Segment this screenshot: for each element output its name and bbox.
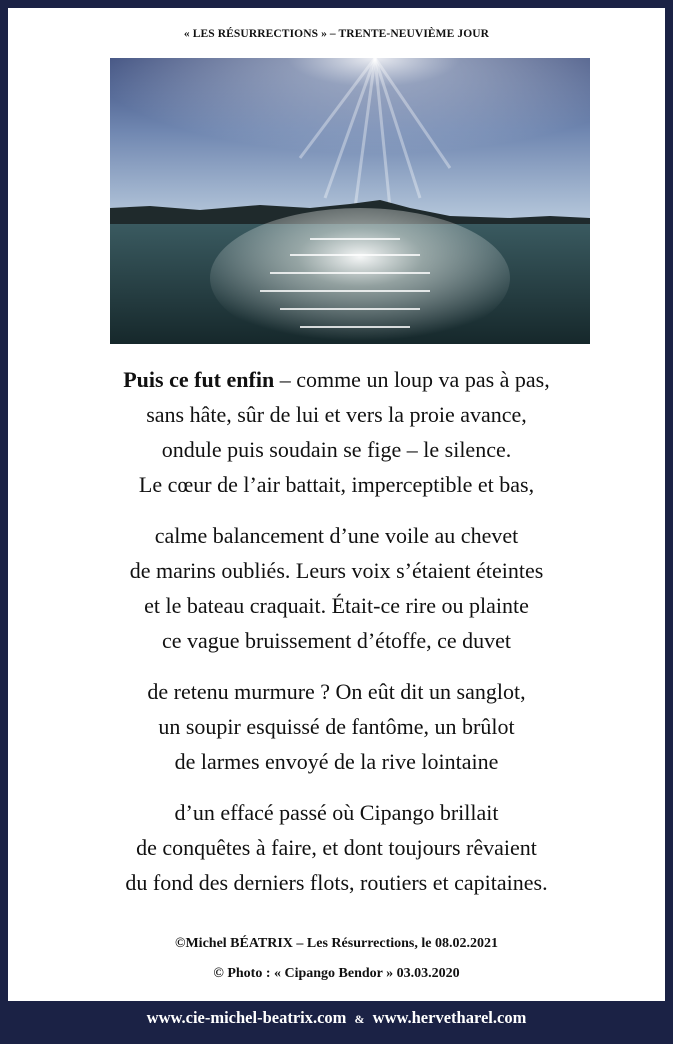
footer-ampersand: &	[354, 1012, 365, 1026]
poem-line: et le bateau craquait. Était-ce rire ou plainte	[144, 593, 529, 618]
poem-line: de conquêtes à faire, et dont toujours rêvaient	[136, 835, 537, 860]
poem-line: du fond des derniers flots, routiers et capitaines.	[125, 870, 548, 895]
poem-line: Le cœur de l’air battait, imperceptible et bas,	[138, 472, 535, 497]
poem-line: d’un effacé passé où Cipango brillait	[174, 800, 499, 825]
poem-line: ondule puis soudain se fige – le silence.	[161, 437, 512, 462]
footer-link-cie-michel-beatrix[interactable]: www.cie-michel-beatrix.com	[146, 1008, 347, 1027]
stanza-2	[8, 518, 665, 658]
poem-line: de larmes envoyé de la rive lointaine	[174, 749, 499, 774]
poem-lead: Puis ce fut enfin	[123, 367, 275, 392]
sea-sun-photo-icon	[110, 58, 590, 344]
stanza-4	[8, 795, 665, 900]
footer-links	[0, 1008, 673, 1028]
poem-line	[8, 362, 665, 397]
footer-link-hervetharel[interactable]: www.hervetharel.com	[372, 1008, 527, 1027]
poem-line: calme balancement d’une voile au chevet	[154, 523, 519, 548]
poem-line-rest: – comme un loup va pas à pas,	[274, 367, 550, 392]
poem-line: de marins oubliés. Leurs voix s’étaient éteintes	[129, 558, 544, 583]
poem-line: un soupir esquissé de fantôme, un brûlot	[158, 714, 515, 739]
photo-credit: © Photo : « Cipango Bendor » 03.03.2020	[213, 966, 460, 981]
stanza-1	[8, 362, 665, 502]
poem-line: de retenu murmure ? On eût dit un sanglot,	[147, 679, 526, 704]
poem-line: sans hâte, sûr de lui et vers la proie avance,	[146, 402, 527, 427]
poem-page	[8, 8, 665, 1001]
poem-line: ce vague bruissement d’étoffe, ce duvet	[161, 628, 511, 653]
page-header-title: « LES RÉSURRECTIONS » – TRENTE-NEUVIÈME JOUR	[183, 28, 490, 40]
stanza-3	[8, 674, 665, 779]
author-credit: ©Michel BÉATRIX – Les Résurrections, le 08.02.2021	[175, 936, 498, 951]
poem	[8, 362, 665, 916]
sea-sun-photo	[110, 58, 590, 344]
